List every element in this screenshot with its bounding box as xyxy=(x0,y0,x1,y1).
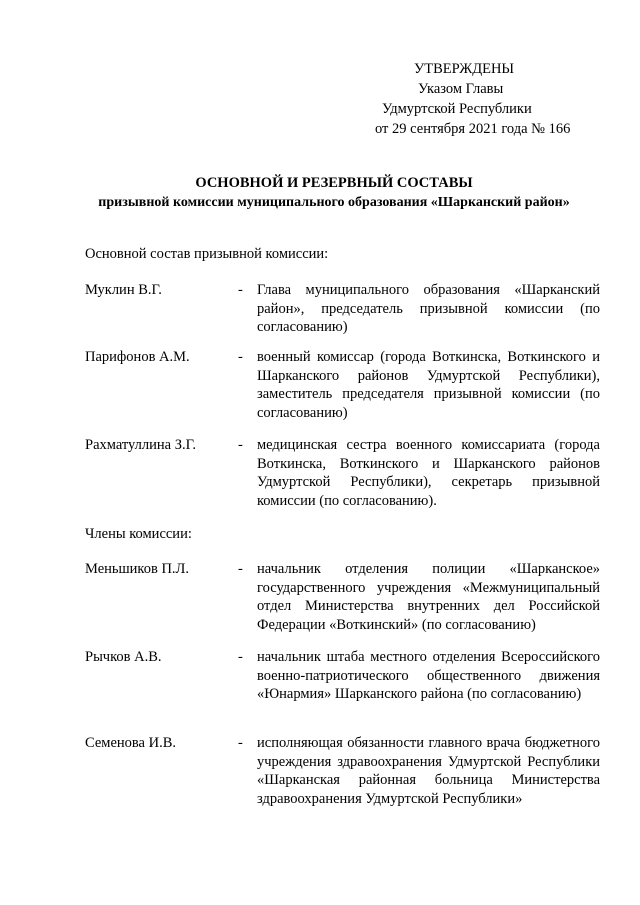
member-name: Муклин В.Г. xyxy=(85,282,162,298)
member-row xyxy=(85,436,600,510)
member-name: Меньшиков П.Л. xyxy=(85,561,190,577)
member-description: исполняющая обязанности главного врача бюджетного учреждения здравоохранения Удмуртской Республики «Шарканская районная больница Министерства здравоохранения Удмуртской Республики» xyxy=(257,735,600,807)
member-description: начальник отделения полиции «Шарканское» государственного учреждения «Межмуниципальный отдел Министерства внутренних дел Российской Федерации «Воткинский» (по согласованию) xyxy=(257,561,600,633)
approval-date: от 29 сентября 2021 года № 166 xyxy=(375,121,571,137)
member-row xyxy=(85,560,600,634)
member-name: Рахматуллина З.Г. xyxy=(85,437,196,453)
member-dash: - xyxy=(238,437,243,453)
member-description: Глава муниципального образования «Шарканский район», председатель призывной комиссии (по согласованию) xyxy=(257,282,600,335)
approval-region: Удмуртской Республики xyxy=(382,101,532,117)
approval-block xyxy=(350,59,610,139)
member-dash: - xyxy=(238,735,243,751)
member-description: медицинская сестра военного комиссариата (города Воткинска, Воткинского и Шарканского районов Удмуртской Республики), секретарь призывной комиссии (по согласованию). xyxy=(257,437,600,509)
member-name: Семенова И.В. xyxy=(85,735,177,751)
document-title xyxy=(40,173,628,213)
member-row xyxy=(85,648,600,704)
member-dash: - xyxy=(238,349,243,365)
member-name: Парифонов А.М. xyxy=(85,349,190,365)
member-row xyxy=(85,281,600,337)
member-description: начальник штаба местного отделения Всероссийского военно-патриотического общественного движения «Юнармия» Шарканского района (по согласованию) xyxy=(257,649,600,702)
member-dash: - xyxy=(238,282,243,298)
member-dash: - xyxy=(238,649,243,665)
title-subtitle: призывной комиссии муниципального образования «Шарканский район» xyxy=(98,195,570,210)
title-main: ОСНОВНОЙ И РЕЗЕРВНЫЙ СОСТАВЫ xyxy=(195,175,473,191)
member-dash: - xyxy=(238,561,243,577)
member-description: военный комиссар (города Воткинска, Воткинского и Шарканского районов Удмуртской Республики), заместитель председателя призывной комиссии (по согласованию) xyxy=(257,349,600,421)
approval-authority: Указом Главы xyxy=(418,81,504,97)
member-row xyxy=(85,348,600,422)
approval-status: УТВЕРЖДЕНЫ xyxy=(414,61,515,77)
main-section-heading: Основной состав призывной комиссии: xyxy=(85,246,329,262)
member-name: Рычков А.В. xyxy=(85,649,162,665)
committee-section-heading: Члены комиссии: xyxy=(85,526,192,542)
member-row xyxy=(85,734,600,808)
